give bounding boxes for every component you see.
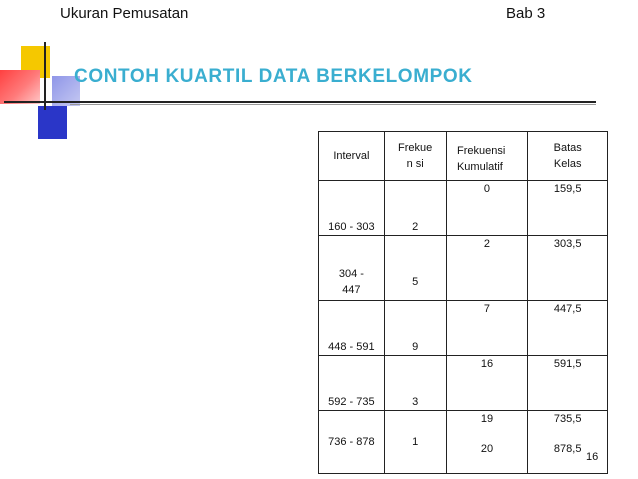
table-row: [319, 181, 608, 236]
page-number: 16: [586, 451, 599, 463]
cell-interval: 304 - 447: [319, 236, 385, 301]
cell-kumulatif-end: 20: [480, 443, 494, 455]
cell-batas: 303,5: [528, 236, 608, 301]
header-chapter-number: Bab 3: [506, 5, 546, 22]
cell-batas: 735,5 878,5: [528, 411, 608, 474]
cell-kumulatif: 7: [446, 301, 528, 356]
table-header-row: [319, 132, 608, 181]
cell-frekuensi: 9: [384, 301, 446, 356]
col-header-batas: Batas Kelas: [528, 132, 608, 181]
cell-kumulatif: 16: [446, 356, 528, 411]
quartile-table: [318, 131, 608, 474]
table-row: [319, 356, 608, 411]
col-header-kumulatif: Frekuensi Kumulatif: [446, 132, 528, 181]
cell-interval: 160 - 303: [319, 181, 385, 236]
cell-frekuensi: 1: [384, 411, 446, 474]
decor-vertical-line: [44, 42, 46, 110]
decor-red-square: [0, 70, 40, 104]
cell-batas: 159,5: [528, 181, 608, 236]
cell-batas-end: 878,5: [553, 443, 582, 455]
slide-title: CONTOH KUARTIL DATA BERKELOMPOK: [74, 66, 473, 87]
cell-kumulatif: 2: [446, 236, 528, 301]
title-underline-thin: [70, 104, 596, 105]
cell-batas: 447,5: [528, 301, 608, 356]
table-row: [319, 236, 608, 301]
table-row: [319, 411, 608, 474]
cell-batas: 591,5: [528, 356, 608, 411]
cell-kumulatif: 19 20: [446, 411, 528, 474]
cell-interval: 448 - 591: [319, 301, 385, 356]
cell-frekuensi: 2: [384, 181, 446, 236]
cell-frekuensi: 3: [384, 356, 446, 411]
title-underline: [4, 101, 596, 103]
decor-darkblue-square: [38, 106, 67, 139]
table-row: [319, 301, 608, 356]
cell-interval: 736 - 878: [319, 411, 385, 474]
col-header-interval: Interval: [319, 132, 385, 181]
cell-frekuensi: 5: [384, 236, 446, 301]
cell-kumulatif: 0: [446, 181, 528, 236]
header-chapter-title: Ukuran Pemusatan: [60, 5, 189, 22]
col-header-frekuensi: Frekuen si: [384, 132, 446, 181]
cell-interval: 592 - 735: [319, 356, 385, 411]
